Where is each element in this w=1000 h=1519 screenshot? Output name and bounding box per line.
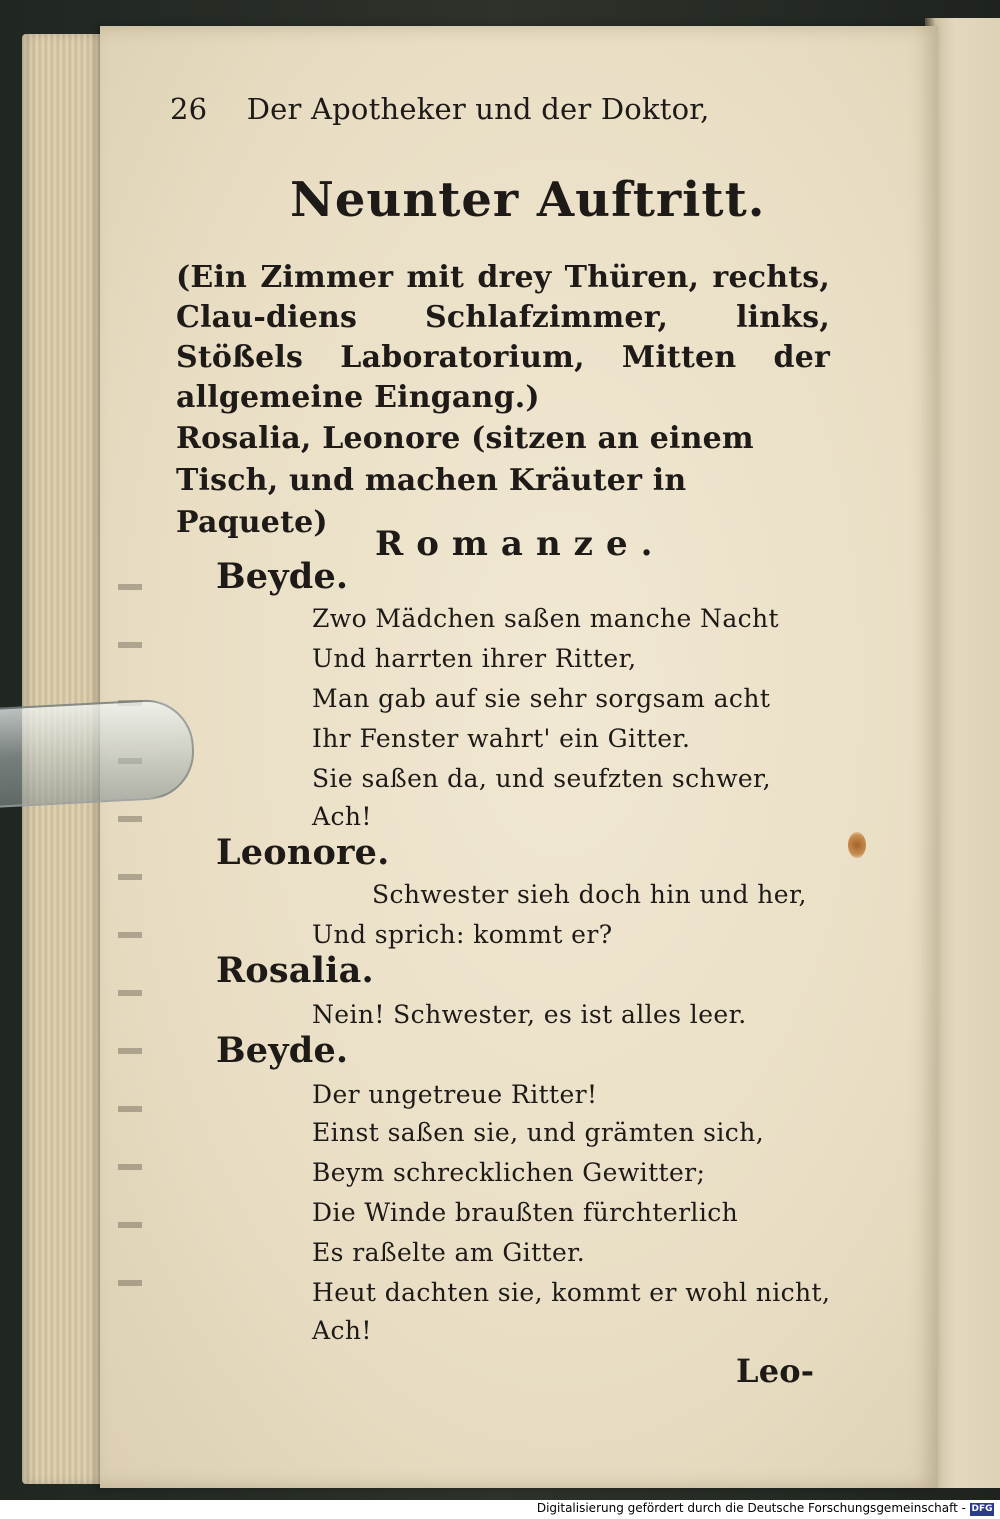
gutter-marks <box>118 560 142 1320</box>
book-page <box>100 26 938 1488</box>
running-header <box>170 92 710 126</box>
verse-line: Und sprich: kommt er? <box>312 920 613 949</box>
speaker-name: Beyde. <box>216 1030 349 1071</box>
footer-credit: Digitalisierung gefördert durch die Deutsche Forschungsgemeinschaft - <box>536 1501 966 1515</box>
speaker-name: Leonore. <box>216 832 390 873</box>
stage-direction: (Ein Zimmer mit drey Thüren, rechts, Clau-diens Schlafzimmer, links, Stößels Laboratorium, Mitten der allgemeine Eingang.) <box>176 260 830 415</box>
characters-direction: Rosalia, Leonore (sitzen an einem Tisch, und machen Kräuter in Paquete) <box>176 421 754 540</box>
running-title: Der Apotheker und der Doktor, <box>246 92 710 126</box>
verse-line: Die Winde braußten fürchterlich <box>312 1198 739 1227</box>
speaker-name: Rosalia. <box>216 950 374 991</box>
verse-line: Zwo Mädchen saßen manche Nacht <box>312 604 779 633</box>
plastic-bookmark <box>0 697 196 808</box>
paper-stain <box>848 832 866 858</box>
verse-line: Ihr Fenster wahrt' ein Gitter. <box>312 724 691 753</box>
section-title: Romanze. <box>375 524 666 564</box>
catchword: Leo- <box>736 1352 815 1390</box>
verse-line: Ach! <box>312 1316 372 1345</box>
dfg-logo: DFG <box>971 1504 993 1514</box>
page-number: 26 <box>170 92 208 126</box>
verse-line: Beym schrecklichen Gewitter; <box>312 1158 706 1187</box>
verse-line: Heut dachten sie, kommt er wohl nicht, <box>312 1278 831 1307</box>
verse-line: Einst saßen sie, und grämten sich, <box>312 1118 765 1147</box>
scene-title: Neunter Auftritt. <box>290 172 766 228</box>
verse-line: Ach! <box>312 802 372 831</box>
verse-line: Sie saßen da, und seufzten schwer, <box>312 764 772 793</box>
verse-line: Schwester sieh doch hin und her, <box>372 880 807 909</box>
verse-line: Nein! Schwester, es ist alles leer. <box>312 1000 747 1029</box>
verse-line: Und harrten ihrer Ritter, <box>312 644 637 673</box>
verse-line: Der ungetreue Ritter! <box>312 1080 598 1109</box>
verse-line: Man gab auf sie sehr sorgsam acht <box>312 684 771 713</box>
speaker-name: Beyde. <box>216 556 349 597</box>
verse-line: Es raßelte am Gitter. <box>312 1238 586 1267</box>
